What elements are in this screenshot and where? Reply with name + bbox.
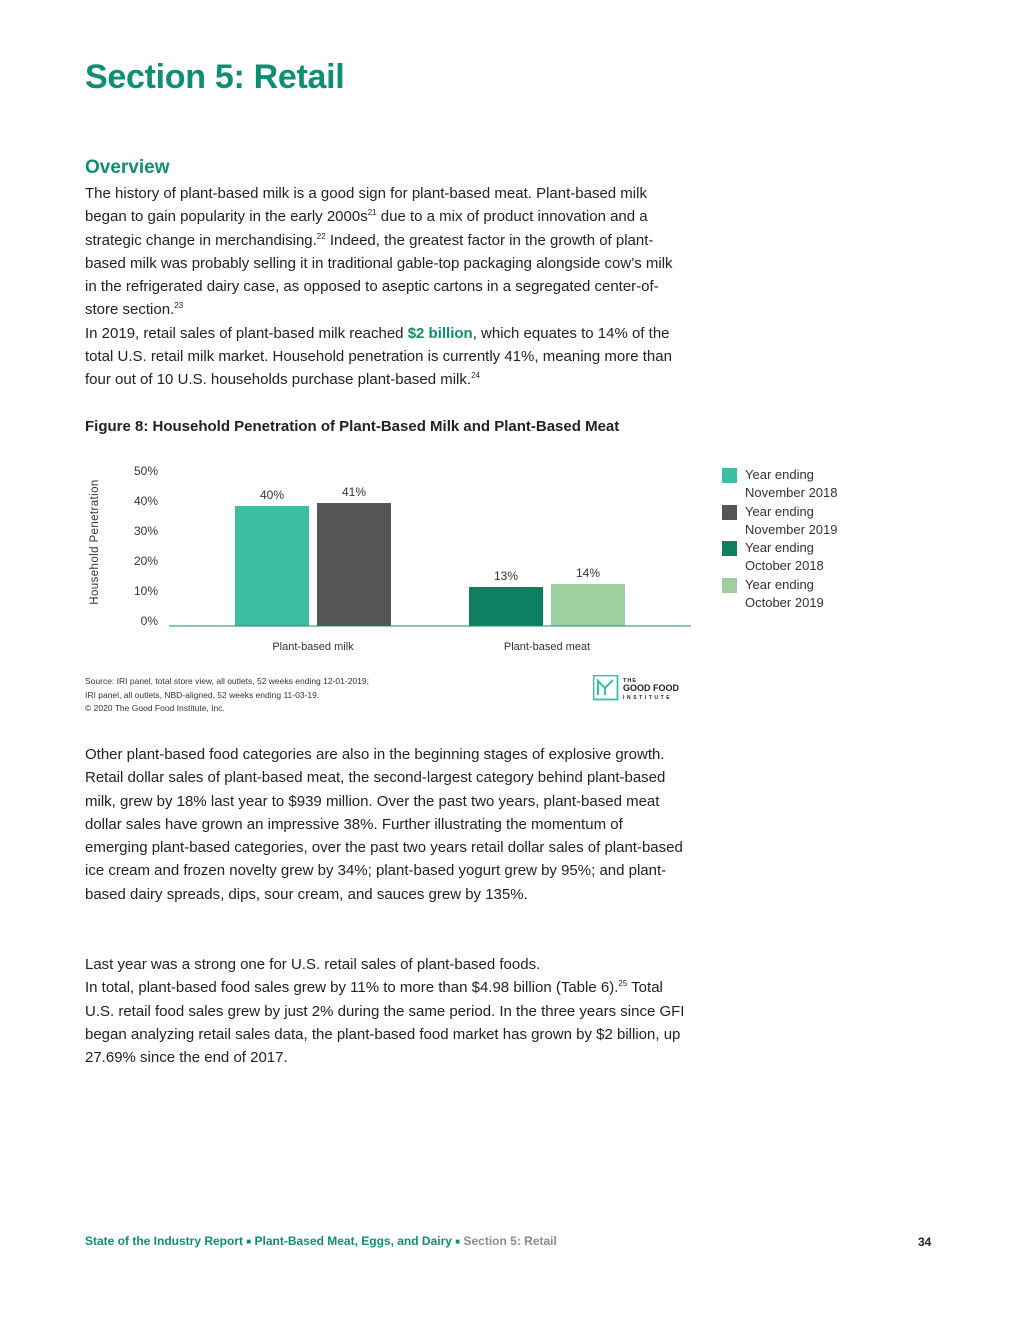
y-tick-label: 40% [133,494,158,508]
para3-text-1: Last year was a strong one for U.S. retail sales of plant-based foods. [85,956,541,973]
footnote-ref-22: 22 [316,231,326,241]
footer-report-name: State of the Industry Report [85,1234,244,1248]
section-title: Section 5: Retail [85,58,345,96]
overview-text-2: due to a mix of product innovation and a strategic change in merchandising. [85,208,648,249]
retail-growth-paragraph: Other plant-based food categories are also in the beginning stages of explosive growth. Retail dollar sales of plant-based meat, the second-largest category behind plant-based milk, grew by 18% last year to $939 million. Over the past two years, plant-based meat dollar sales have grown an impressive 38%. Further illustrating the momentum of emerging plant-based categories, over the past two years retail dollar sales of plant-based ice cream and frozen novelty grew by 34%; plant-based yogurt grew by 95%; and plant-based dairy spreads, dips, sour cream, and sauces grew by 135%. [85,746,683,903]
y-axis-title: Household Penetration [89,479,101,605]
logo-leaf-icon [598,680,613,695]
footnote-ref-25: 25 [618,979,628,989]
figure-title: Figure 8: Household Penetration of Plant-Based Milk and Plant-Based Meat [85,418,620,435]
y-tick-label: 0% [140,614,158,628]
footer-separator-icon: ■ [455,1237,461,1246]
source-line: IRI panel, all outlets, NBD-aligned, 52 weeks ending 11-03-19. [85,689,320,700]
bar [551,584,625,626]
logo-text-good-food: GOOD FOOD [623,683,679,693]
legend-swatch-nov-2019 [722,505,737,520]
bar [317,503,391,626]
overview-paragraph [85,182,685,392]
figure-source [85,675,369,716]
legend-swatch-oct-2019 [722,578,737,593]
y-tick-label: 50% [133,464,158,478]
category-label: Plant-based meat [503,641,591,653]
overview-text-5: , which equates to 14% of the total U.S. retail milk market. Household penetration is currently 41%, meaning more than four out of 10 U.S. households purchase plant-based milk. [85,324,672,389]
legend-label-line1: Year ending [745,540,814,555]
household-penetration-chart [80,455,700,660]
page-number: 34 [918,1235,932,1249]
bar-value-label: 13% [493,569,519,583]
source-line: Source: IRI panel, total store view, all outlets, 52 weeks ending 12-01-2019; [85,676,369,686]
footer-separator-icon: ■ [246,1237,252,1246]
bar [469,587,543,626]
footnote-ref-21: 21 [367,208,377,218]
legend-label-line1: Year ending [745,467,814,482]
legend-label-line1: Year ending [745,503,814,519]
overview-heading: Overview [85,157,170,178]
bar [235,506,309,626]
y-tick-label: 10% [133,584,158,598]
legend-label-line2: November 2018 [745,485,838,500]
highlight-2-billion: $2 billion [407,324,473,342]
para3-text-3: Total U.S. retail food sales grew by just 2% during the same period. In the three years since GFI began analyzing retail sales data, the plant-based food market has grown by $2 billion, up 27.69% since the end of 2017. [85,979,685,1067]
logo-text-the: THE [623,678,637,684]
legend-label-line2: October 2019 [745,594,824,610]
y-tick-label: 20% [133,554,158,568]
para3-text-2: In total, plant-based food sales grew by 11% to more than $4.98 billion (Table 6). [85,979,619,997]
footer-section-name: Section 5: Retail [463,1234,557,1248]
overview-text-3: Indeed, the greatest factor in the growth of plant-based milk was probably selling it in traditional gable-top packaging alongside cow’s milk in the refrigerated dairy case, as opposed to aseptic cartons in a segregated center-of-store section. [85,231,673,319]
page-footer [85,1234,557,1248]
gfi-logo [593,675,689,701]
footnote-ref-23: 23 [174,301,184,311]
legend-label-line1: Year ending [745,576,814,592]
footer-report-subtitle: Plant-Based Meat, Eggs, and Dairy [254,1234,452,1248]
retail-sales-paragraph [85,953,685,1069]
category-label: Plant-based milk [272,641,354,653]
bar-value-label: 41% [341,485,367,499]
overview-text-4: In 2019, retail sales of plant-based milk reached [85,324,408,342]
bar-value-label: 40% [259,488,285,502]
legend-label-line2: October 2018 [745,558,824,573]
legend-swatch-oct-2018 [722,541,737,556]
bar-value-label: 14% [575,566,601,580]
logo-text-institute: INSTITUTE [623,695,673,701]
y-tick-label: 30% [133,524,158,538]
overview-text-1: The history of plant-based milk is a good sign for plant-based meat. Plant-based milk began to gain popularity in the early 2000s [85,185,647,226]
legend-swatch-nov-2018 [722,468,737,483]
legend-label-line2: November 2019 [745,521,838,537]
footnote-ref-24: 24 [471,371,480,381]
copyright-line: © 2020 The Good Food Institute, Inc. [85,703,225,713]
